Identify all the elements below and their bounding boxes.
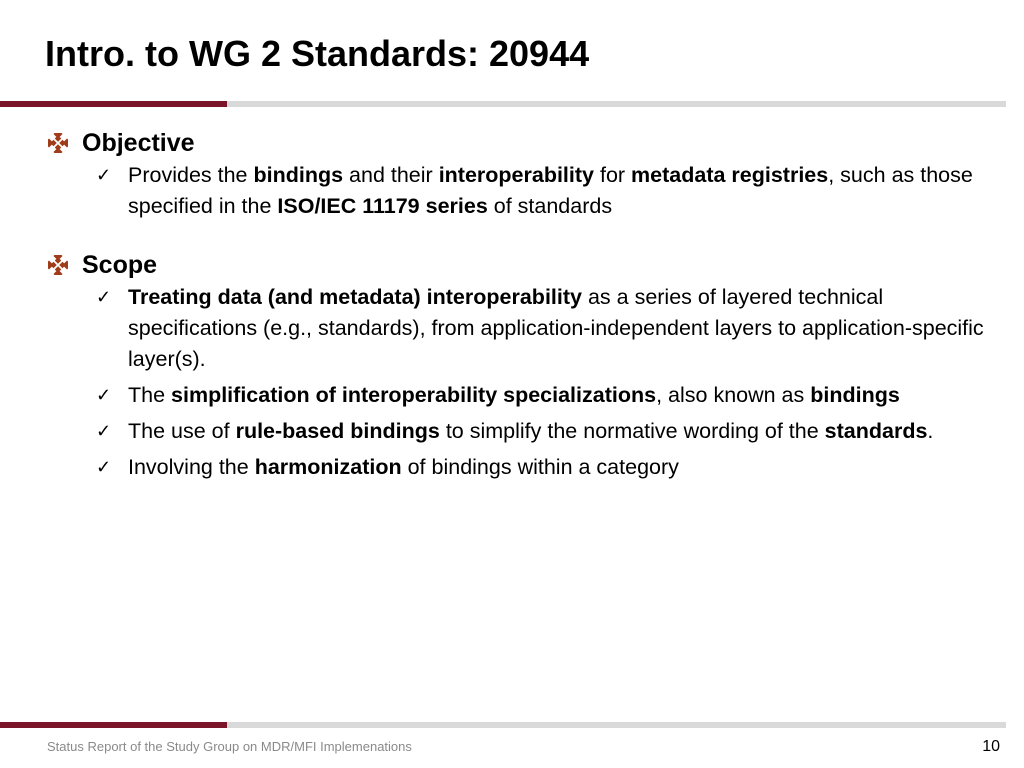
slide-content [48, 126, 998, 509]
list-item [96, 160, 998, 222]
item-text [128, 416, 998, 447]
item-text [128, 452, 998, 483]
footer-divider [0, 722, 1006, 728]
bold-text: ISO/IEC 11179 series [277, 194, 488, 218]
text: The [128, 383, 172, 407]
bold-text: metadata registries [631, 163, 829, 187]
text: for [594, 163, 632, 187]
bold-text: bindings [253, 163, 344, 187]
bold-text: harmonization [254, 455, 402, 479]
checkmark-icon: ✓ [96, 165, 112, 185]
diamond-bullet-icon [48, 255, 68, 275]
item-text [128, 282, 998, 375]
footer-text: Status Report of the Study Group on MDR/MFI Implemenations [47, 739, 412, 754]
list-item [96, 282, 998, 375]
list-item [96, 452, 998, 483]
list-item [96, 416, 998, 447]
text: of standards [487, 194, 613, 218]
bold-text: interoperability [438, 163, 594, 187]
divider-accent-dark [0, 101, 227, 107]
divider-accent-light [227, 101, 1006, 107]
text: . [927, 419, 934, 443]
item-text [128, 380, 998, 411]
section-objective [48, 126, 998, 222]
checkmark-icon: ✓ [96, 457, 112, 477]
bold-text: standards [824, 419, 928, 443]
divider-accent-dark [0, 722, 227, 728]
bold-text: simplification of interoperability specializations [171, 383, 657, 407]
item-text [128, 160, 998, 222]
title-divider [0, 101, 1006, 107]
bold-text: rule-based bindings [235, 419, 440, 443]
page-number: 10 [982, 738, 1000, 755]
section-heading [48, 248, 998, 282]
checkmark-icon: ✓ [96, 287, 112, 307]
list-item [96, 380, 998, 411]
checkmark-icon: ✓ [96, 421, 112, 441]
bullet-list [96, 160, 998, 222]
section-title: Objective [82, 128, 195, 157]
divider-accent-light [227, 722, 1006, 728]
text: and their [343, 163, 439, 187]
text: of bindings within a category [401, 455, 679, 479]
checkmark-icon: ✓ [96, 385, 112, 405]
bold-text: Treating data (and metadata) interoperability [128, 285, 582, 309]
text: as a series of layered technical specifications (e.g., standards), from application-independent layers to application-specific layer(s). [128, 285, 984, 371]
section-scope [48, 248, 998, 483]
text: The use of [128, 419, 236, 443]
text: , also known as [656, 383, 811, 407]
section-title: Scope [82, 250, 158, 279]
text: Provides the [128, 163, 254, 187]
diamond-bullet-icon [48, 133, 68, 153]
bullet-list [96, 282, 998, 483]
section-heading [48, 126, 998, 160]
slide-title: Intro. to WG 2 Standards: 20944 [45, 33, 590, 74]
text: , such as those specified in the [128, 163, 973, 218]
text: Involving the [128, 455, 255, 479]
bold-text: bindings [810, 383, 900, 407]
text: to simplify the normative wording of the [439, 419, 825, 443]
